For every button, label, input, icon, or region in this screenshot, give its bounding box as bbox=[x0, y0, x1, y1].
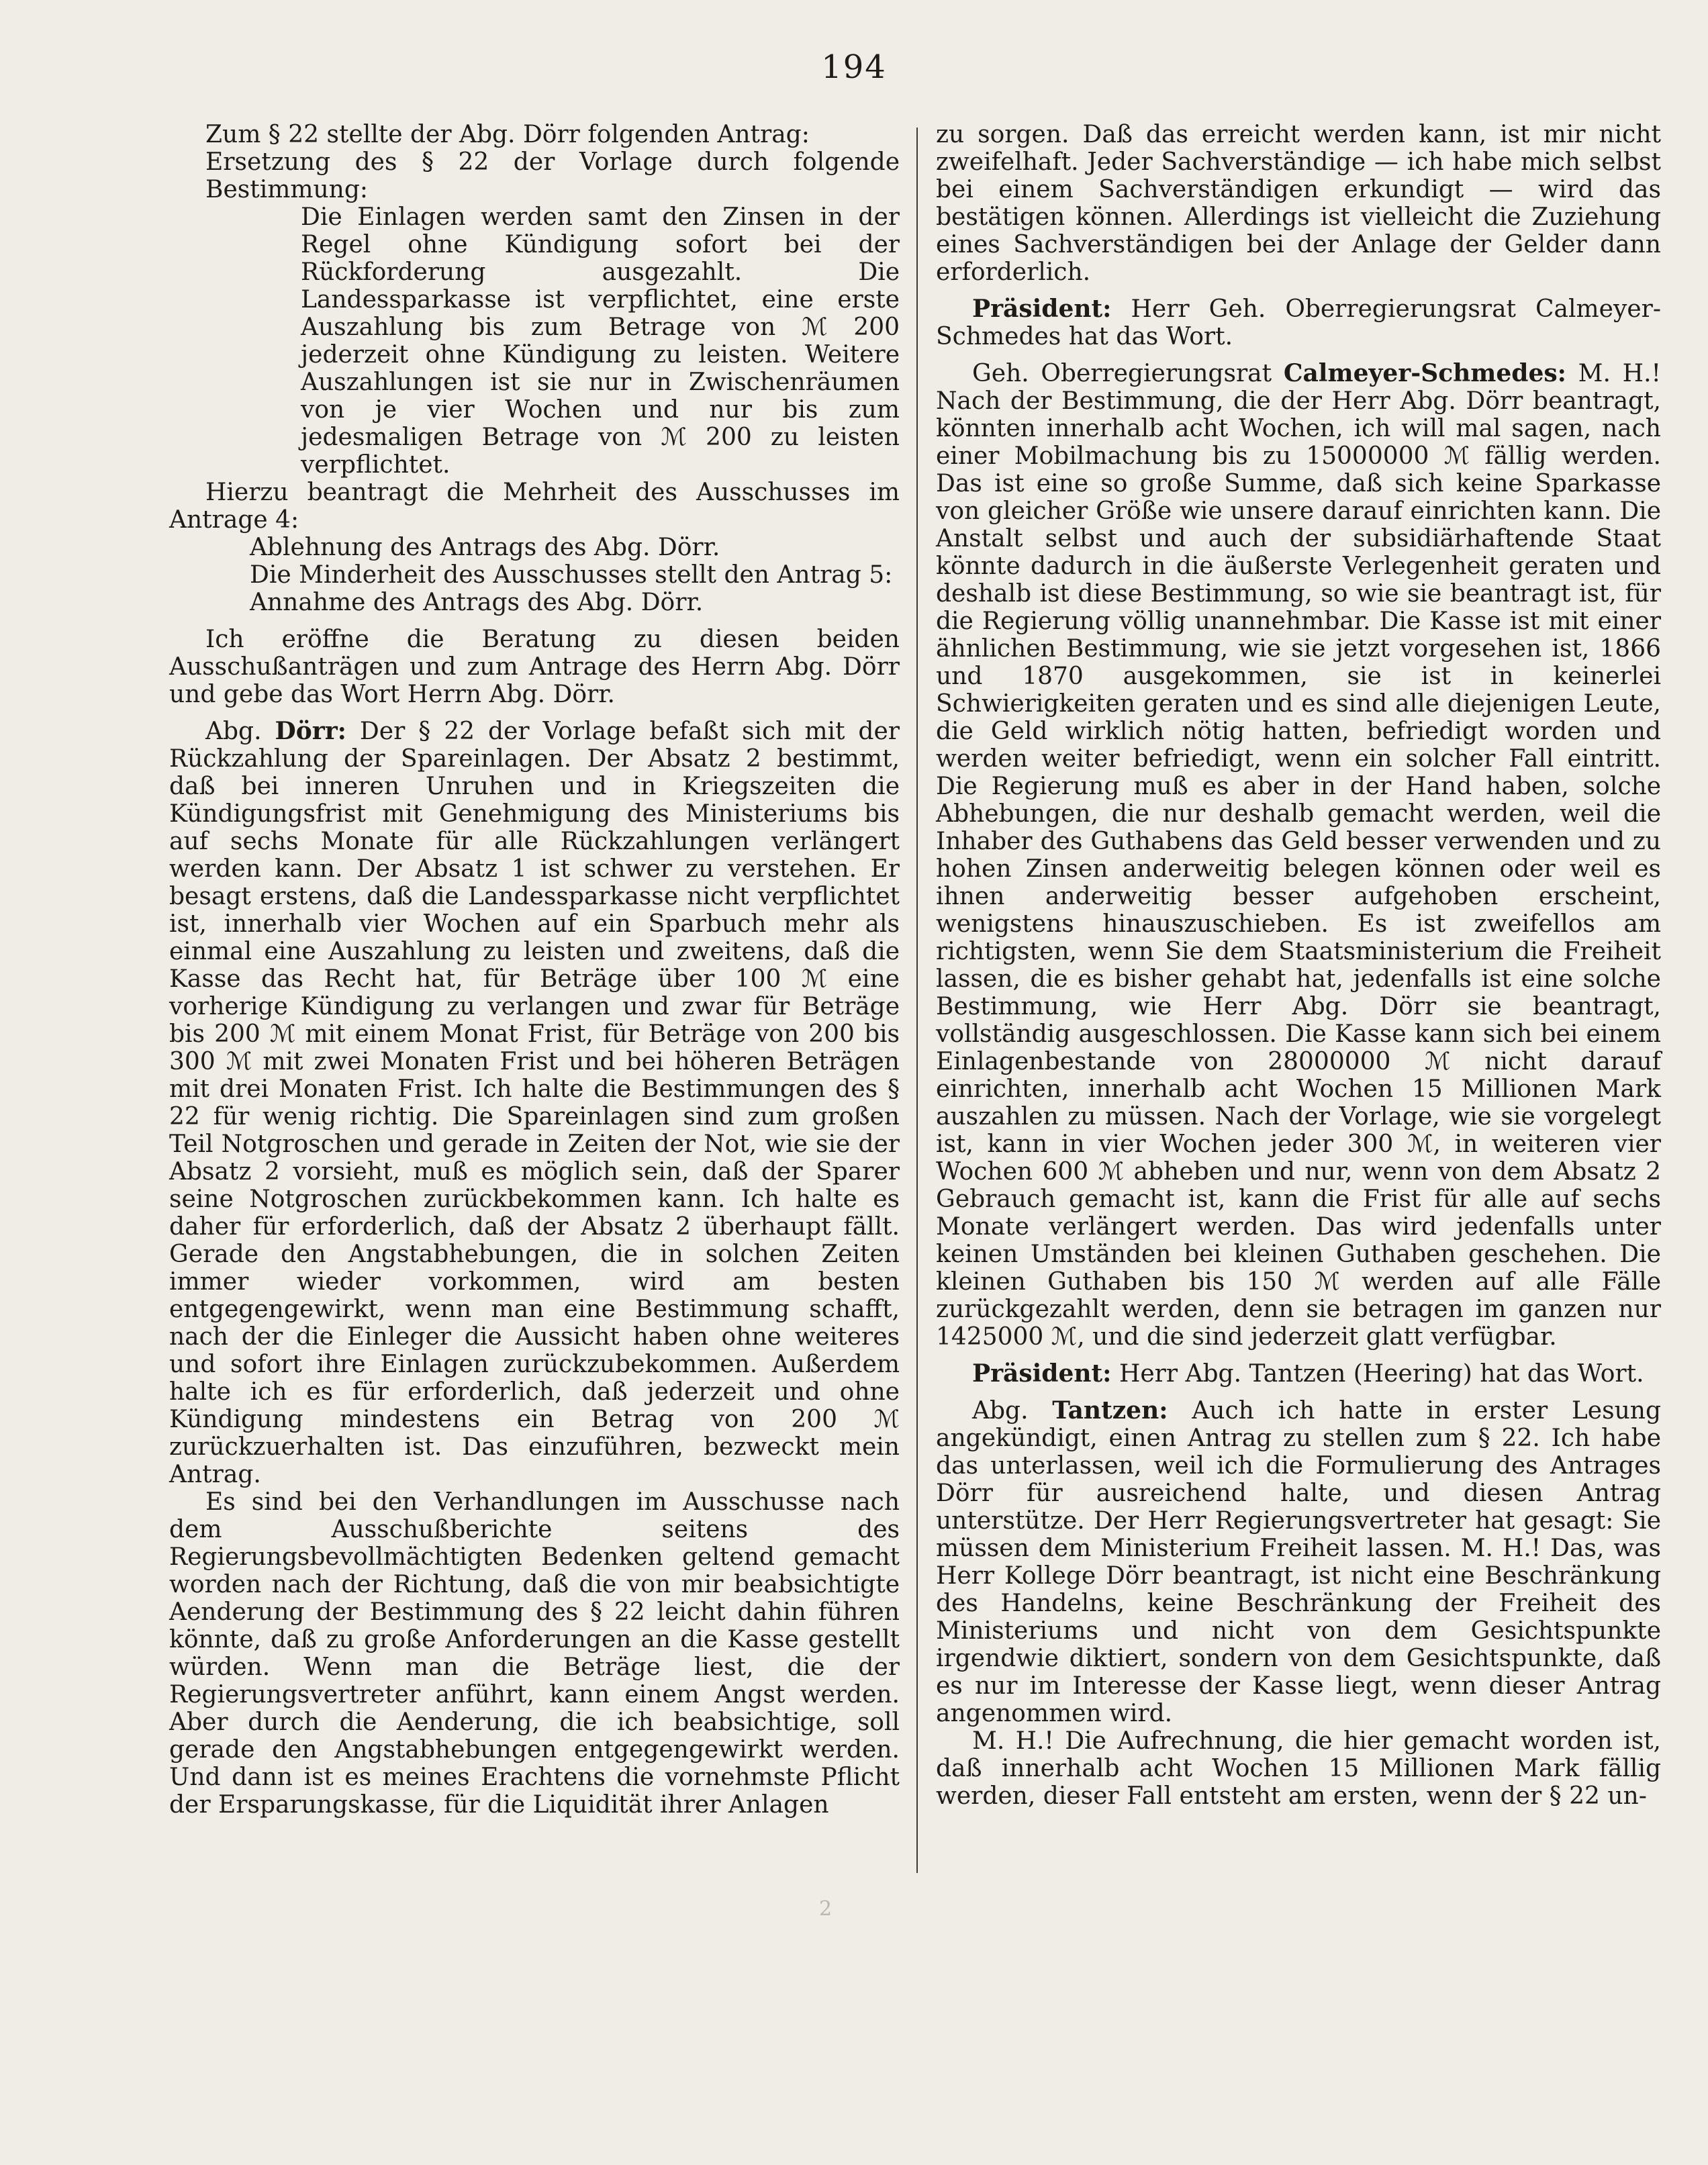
speaker-name: Calmeyer-Schmedes: bbox=[1283, 359, 1566, 387]
paragraph-committee-report: Es sind bei den Verhandlungen im Ausschusse nach dem Ausschußberichte seitens des Regierungsbevollmächtigten Bedenken geltend gemacht worden nach der Richtung, daß die von mir beabsichtigte Aenderung der Bestimmung des § 22 leicht dahin führen könnte, daß zu große Anforderungen an die Kasse gestellt würden. Wenn man die Beträge liest, die der Regierungsvertreter anführt, kann einem Angst werden. Aber durch die Aenderung, die ich beabsichtige, soll gerade den Angstabhebungen entgegengewirkt werden. Und dann ist es meines Erachtens die vornehmste Pflicht der Ersparungskasse, für die Liquidität ihrer Anlagen bbox=[169, 1488, 900, 1819]
paragraph-tantzen-speech bbox=[936, 1397, 1661, 1727]
faint-page-mark: 2 bbox=[819, 1897, 833, 1921]
column-divider bbox=[916, 128, 918, 1873]
speaker-name: Präsident: bbox=[972, 295, 1112, 323]
paragraph-acceptance: Annahme des Antrags des Abg. Dörr. bbox=[250, 589, 704, 616]
speaker-prefix: Abg. bbox=[205, 718, 262, 745]
speaker-prefix: Geh. Oberregierungsrat bbox=[972, 360, 1272, 387]
speaker-prefix: Abg. bbox=[972, 1397, 1029, 1425]
speaker-name: Dörr: bbox=[275, 717, 346, 745]
paragraph-calmeyer-speech bbox=[936, 360, 1661, 1351]
paragraph-president-2 bbox=[936, 1360, 1661, 1388]
speech-text: Der § 22 der Vorlage befaßt sich mit der Rückzahlung der Spareinlagen. Der Absatz 2 bestimmt, daß bei inneren Unruhen und in Kriegszeiten die Kündigungsfrist mit Genehmigung des Ministeriums bis auf sechs Monate für alle Rückzahlungen verlängert werden kann. Der Absatz 1 ist schwer zu verstehen. Er besagt erstens, daß die Landessparkasse nicht verpflichtet ist, innerhalb vier Wochen auf ein Sparbuch mehr als einmal eine Auszahlung zu leisten und zweitens, daß die Kasse das Recht hat, für Beträge über 100 ℳ eine vorherige Kündigung zu verlangen und zwar für Beträge bis 200 ℳ mit einem Monat Frist, für Beträge von 200 bis 300 ℳ mit zwei Monaten Frist und bei höheren Beträgen mit drei Monaten Frist. Ich halte die Bestimmungen des § 22 für wenig richtig. Die Spareinlagen sind zum großen Teil Notgroschen und gerade in Zeiten der Not, wie sie der Absatz 2 vorsieht, muß es möglich sein, daß der Sparer seine Notgroschen zurückbekommen kann. Ich halte es daher für erforderlich, daß der Absatz 2 überhaupt fällt. Gerade den Angstabhebungen, die in solchen Zeiten immer wieder vorkommen, wird am besten entgegengewirkt, wenn man eine Bestimmung schafft, nach der die Einleger die Aussicht haben ohne weiteres und sofort ihre Einlagen zurückzubekommen. Außerdem halte ich es für erforderlich, daß jederzeit und ohne Kündigung mindestens ein Betrag von 200 ℳ zurückzuerhalten ist. Das einzuführen, bezweckt mein Antrag. bbox=[169, 718, 900, 1488]
paragraph-minority: Die Minderheit des Ausschusses stellt den Antrag 5: bbox=[250, 561, 893, 589]
speaker-name: Präsident: bbox=[972, 1359, 1112, 1388]
paragraph-rejection: Ablehnung des Antrags des Abg. Dörr. bbox=[250, 534, 720, 561]
paragraph-motion-intro: Zum § 22 stellte der Abg. Dörr folgenden Antrag: bbox=[205, 121, 810, 148]
page-number: 194 bbox=[821, 48, 887, 86]
paragraph-majority: Hierzu beantragt die Mehrheit des Ausschusses im Antrage 4: bbox=[169, 479, 900, 534]
speech-text: Herr Abg. Tantzen (Heering) hat das Wort. bbox=[1119, 1360, 1644, 1388]
paragraph-tantzen-continued: M. H.! Die Aufrechnung, die hier gemacht worden ist, daß innerhalb acht Wochen 15 Millionen Mark fällig werden, dieser Fall entsteht am ersten, wenn der § 22 un- bbox=[936, 1727, 1661, 1810]
paragraph-doerr-speech bbox=[169, 718, 900, 1488]
speech-text: Auch ich hatte in erster Lesung angekündigt, einen Antrag zu stellen zum § 22. Ich habe das unterlassen, weil ich die Formulierung des Antrages Dörr für ausreichend halte, und diesen Antrag unterstütze. Der Herr Regierungsvertreter hat gesagt: Sie müssen dem Ministerium Freiheit lassen. M. H.! Das, was Herr Kollege Dörr beantragt, ist nicht eine Beschränkung des Handelns, keine Beschränkung der Freiheit des Ministeriums und nicht von dem Gesichtspunkte irgendwie diktiert, sondern von dem Gesichtspunkte, daß es nur im Interesse der Kasse liegt, wenn dieser Antrag angenommen wird. bbox=[936, 1397, 1661, 1727]
paragraph-motion-text: Die Einlagen werden samt den Zinsen in der Regel ohne Kündigung sofort bei der Rückforderung ausgezahlt. Die Landessparkasse ist verpflichtet, eine erste Auszahlung bis zum Betrage von ℳ 200 jederzeit ohne Kündigung zu leisten. Weitere Auszahlungen ist sie nur in Zwischenräumen von je vier Wochen und nur bis zum jedesmaligen Betrage von ℳ 200 zu leisten verpflichtet. bbox=[301, 203, 900, 479]
speech-text: Herr Geh. Oberregierungsrat Calmeyer-Schmedes hat das Wort. bbox=[936, 295, 1661, 350]
paragraph-continuation: zu sorgen. Daß das erreicht werden kann, ist mir nicht zweifelhaft. Jeder Sachverständige — ich habe mich selbst bei einem Sachverständigen erkundigt — wird das bestätigen können. Allerdings ist vielleicht die Zuziehung eines Sachverständigen bei der Anlage der Gelder dann erforderlich. bbox=[936, 121, 1661, 286]
paragraph-opening: Ich eröffne die Beratung zu diesen beiden Ausschußanträgen und zum Antrage des Herrn Abg. Dörr und gebe das Wort Herrn Abg. Dörr. bbox=[169, 626, 900, 708]
right-column bbox=[936, 121, 1661, 1810]
left-column bbox=[169, 121, 900, 1819]
paragraph-motion-heading: Ersetzung des § 22 der Vorlage durch folgende Bestimmung: bbox=[205, 148, 900, 203]
speech-text: M. H.! Nach der Bestimmung, die der Herr Abg. Dörr beantragt, könnten innerhalb acht Wochen, ich will mal sagen, nach einer Mobilmachung bis zu 15000000 ℳ fällig werden. Das ist eine so große Summe, daß sich keine Sparkasse von gleicher Größe wie unsere darauf einrichten kann. Die Anstalt selbst und auch der subsidiärhaftende Staat könnte dadurch in die äußerste Verlegenheit geraten und deshalb ist diese Bestimmung, so wie sie beantragt ist, für die Regierung völlig unannehmbar. Die Kasse ist mit einer ähnlichen Bestimmung, wie sie jetzt vorgesehen ist, 1866 und 1870 ausgekommen, sie ist in keinerlei Schwierigkeiten geraten und es sind alle diejenigen Leute, die Geld wirklich nötig hatten, befriedigt worden und werden weiter befriedigt, wenn ein solcher Fall eintritt. Die Regierung muß es aber in der Hand haben, solche Abhebungen, die nur deshalb gemacht werden, weil die Inhaber des Guthabens das Geld besser verwenden und zu hohen Zinsen anderweitig belegen können oder weil es ihnen anderweitig besser aufgehoben erscheint, wenigstens hinauszuschieben. Es ist zweifellos am richtigsten, wenn Sie dem Staatsministerium die Freiheit lassen, die es bisher gehabt hat, jedenfalls ist eine solche Bestimmung, wie Herr Abg. Dörr sie beantragt, vollständig ausgeschlossen. Die Kasse kann sich bei einem Einlagenbestande von 28000000 ℳ nicht darauf einrichten, innerhalb acht Wochen 15 Millionen Mark auszahlen zu müssen. Nach der Vorlage, wie sie vorgelegt ist, kann in vier Wochen jeder 300 ℳ, in weiteren vier Wochen 600 ℳ abheben und nur, wenn von dem Absatz 2 Gebrauch gemacht ist, kann die Frist für alle auf sechs Monate verlängert werden. Das wird jedenfalls unter keinen Umständen bei kleinen Guthaben geschehen. Die kleinen Guthaben bis 150 ℳ werden auf alle Fälle zurückgezahlt werden, denn sie betragen im ganzen nur 1425000 ℳ, und die sind jederzeit glatt verfügbar. bbox=[936, 360, 1661, 1351]
speaker-name: Tantzen: bbox=[1052, 1396, 1168, 1425]
paragraph-president-1 bbox=[936, 295, 1661, 350]
